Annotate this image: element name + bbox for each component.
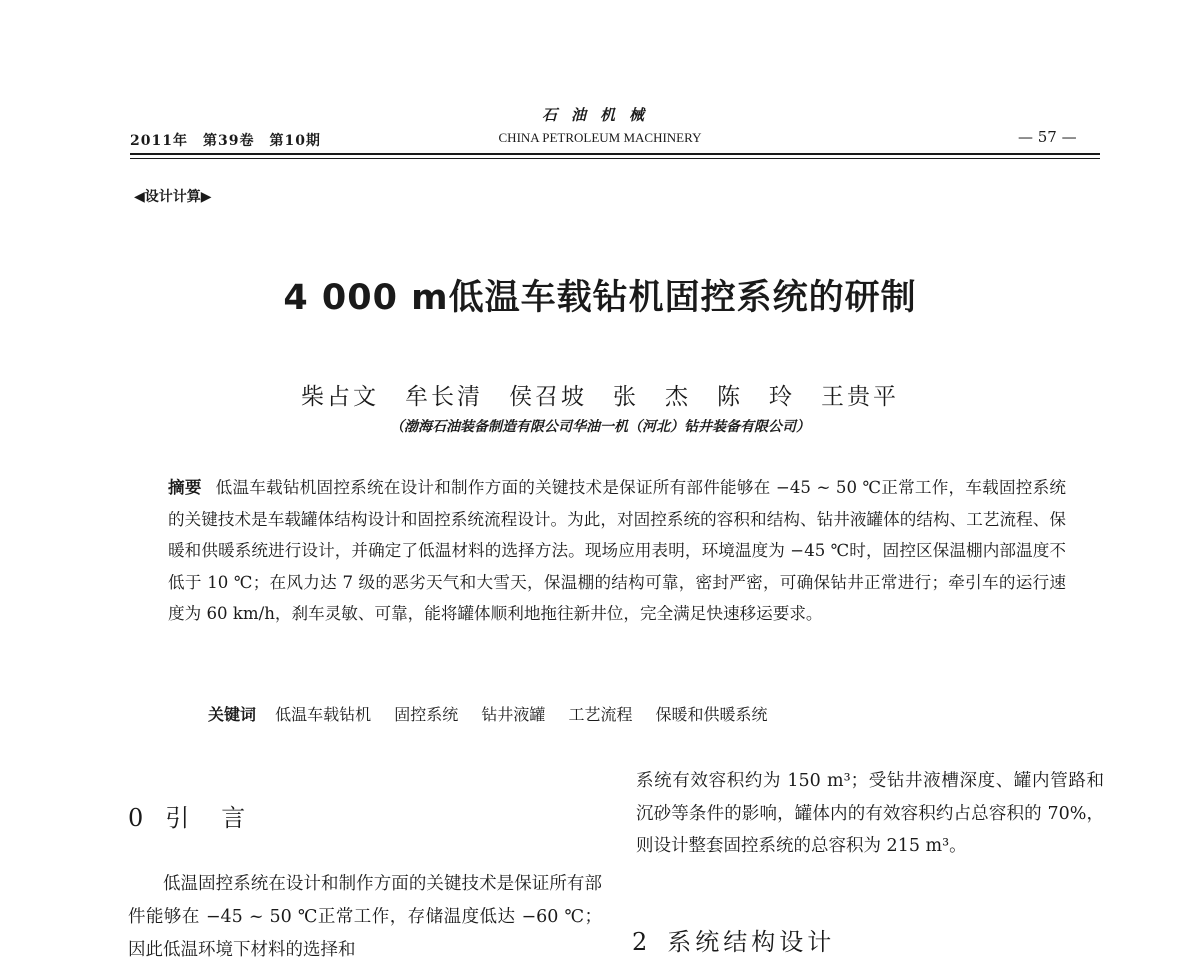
left-column-text [128,868,602,967]
right-column-text [636,765,1104,863]
keyword: 工艺流程 [568,705,633,724]
keywords [208,702,786,725]
page-number: — 57 — [1018,128,1077,146]
journal-name-cn: 石油机械 [541,106,658,124]
header-rule-thick [130,153,1100,155]
abstract [168,472,1066,630]
section-title: 引 言 [165,804,250,832]
abstract-text: 低温车载钻机固控系统在设计和制作方面的关键技术是保证所有部件能够在 −45 ~ 50 ℃正常工作，车载固控系统的关键技术是车载罐体结构设计和固控系统流程设计。为此，对固控系统的容积和结构、钻井液罐体的结构、工艺流程、保暖和供暖系统进行设计，并确定了低温材料的选择方法。现场应用表明，环境温度为 −45 ℃时，固控区保温棚内部温度不低于 10 ℃；在风力达 7 级的恶劣天气和大雪天，保温棚的结构可靠，密封严密，可确保钻井正常进行；牵引车的运行速度为 60 km/h，刹车灵敏、可靠，能将罐体顺利地拖往新井位，完全满足快速移运要求。 [168,478,1067,624]
volume-issue: 2011年 第39卷 第10期 [130,133,321,149]
section-tag: ◀设计计算▶ [134,189,212,205]
section-title: 系统结构设计 [667,928,836,956]
journal-name-en: CHINA PETROLEUM MACHINERY [498,130,702,145]
affiliation: （渤海石油装备制造有限公司华油一机（河北）钻井装备有限公司） [390,419,810,435]
abstract-label: 摘要 [168,478,202,497]
section-number: 0 [128,804,148,832]
paragraph: 低温固控系统在设计和制作方面的关键技术是保证所有部件能够在 −45 ~ 50 ℃正常工作，存储温度低达 −60 ℃；因此低温环境下材料的选择和 [128,874,602,960]
paragraph: 系统有效容积约为 150 m³；受钻井液槽深度、罐内管路和沉砂等条件的影响，罐体内的有效容积约占总容积的 70%，则设计整套固控系统的总容积为 215 m³。 [636,771,1104,856]
keywords-label: 关键词 [208,705,257,724]
header-rule-thin [130,158,1100,159]
keyword: 保暖和供暖系统 [655,705,768,724]
section-heading-intro [128,798,249,833]
keyword: 固控系统 [394,705,459,724]
keyword: 低温车载钻机 [275,705,372,724]
authors: 柴占文 牟长清 侯召坡 张 杰 陈 玲 王贵平 [301,384,899,410]
paper-title: 4 000 m低温车载钻机固控系统的研制 [283,278,917,318]
section-number: 2 [632,928,652,956]
keyword: 钻井液罐 [481,705,546,724]
